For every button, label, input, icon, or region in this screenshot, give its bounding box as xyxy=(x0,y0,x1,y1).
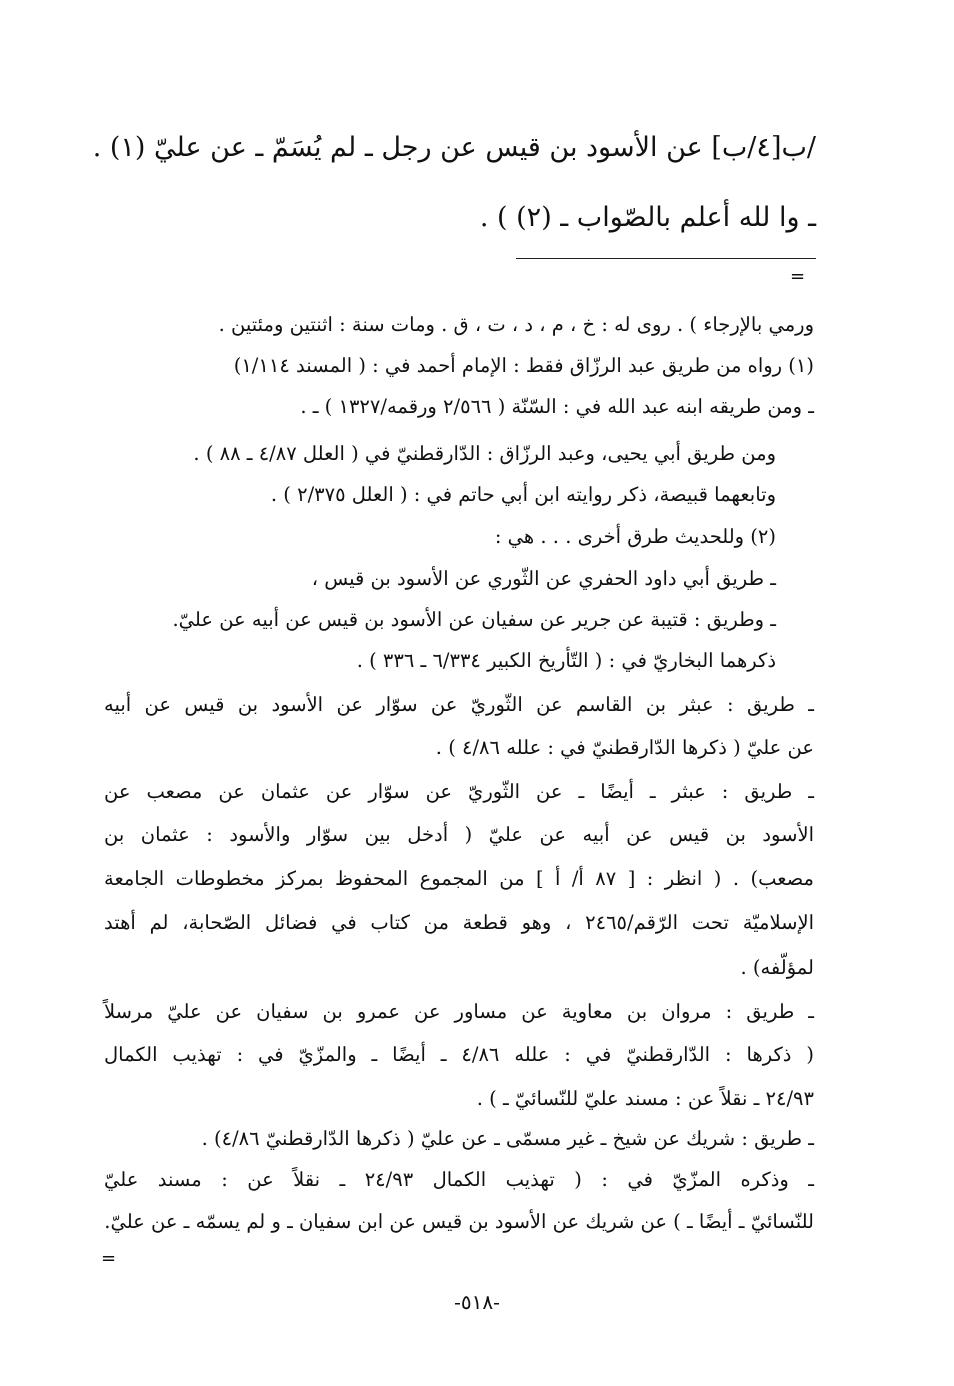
footnote-line-9: ذكرهما البخاريّ في : ( التّأريخ الكبير ٦/٣٣٤ ـ ٣٣٦ ) . xyxy=(356,649,776,672)
footnote-line-3: ـ ومن طريقه ابنه عبد الله في : السّنّة ( ٢/٥٦٦ ورقمه/١٣٢٧ ) ـ . xyxy=(300,395,814,418)
main-text-line-2: ـ وا لله أعلم بالصّواب ـ (٢) ) . xyxy=(479,202,816,233)
page-number: -٥١٨- xyxy=(454,1290,500,1314)
continuation-mark-top: = xyxy=(790,266,806,287)
footnote-line-5: وتابعهما قبيصة، ذكر روايته ابن أبي حاتم في : ( العلل ٢/٣٧٥ ) . xyxy=(270,483,776,506)
footnote-line-18: ( ذكرها : الدّارقطنيّ في : علله ٤/٨٦ ـ أيضًا ـ والمزّيّ في : تهذيب الكمال xyxy=(104,1043,814,1066)
footnote-line-22: للنّسائيّ ـ أيضًا ـ ) عن شريك عن الأسود بن قيس عن ابن سفيان ـ و لم يسمّه ـ عن عليّ. xyxy=(104,1210,814,1233)
footnote-line-20: ـ طريق : شريك عن شيخ ـ غير مسمّى ـ عن عليّ ( ذكرها الدّارقطنيّ ٤/٨٦) . xyxy=(201,1127,814,1150)
footnote-line-15: الإسلاميّة تحت الرّقم/٢٤٦٥ ، وهو قطعة من كتاب في فضائل الصّحابة، لم أهتد xyxy=(104,911,814,934)
footnote-line-13: الأسود بن قيس عن أبيه عن عليّ ( أدخل بين سوّار والأسود : عثمان بن xyxy=(104,823,814,846)
footnote-line-12: ـ طريق : عبثر ـ أيضًا ـ عن الثّوريّ عن سوّار عن عثمان عن مصعب عن xyxy=(104,780,814,803)
footnote-line-8: ـ وطريق : قتيبة عن جرير عن سفيان عن الأسود بن قيس عن أبيه عن عليّ. xyxy=(172,608,776,631)
continuation-mark-bottom: = xyxy=(101,1248,117,1269)
footnote-line-17: ـ طريق : مروان بن معاوية عن مساور عن عمرو بن سفيان عن عليّ مرسلاً xyxy=(104,1000,814,1023)
footnote-line-11: عن عليّ ( ذكرها الدّارقطنيّ في : علله ٤/٨٦ ) . xyxy=(435,736,814,759)
footnote-separator-rule xyxy=(516,258,816,259)
footnote-line-16: لمؤلّفه) . xyxy=(740,956,814,979)
footnote-line-14: مصعب) . ( انظر : [ ٨٧ أ/ أ ] من المجموع المحفوظ بمركز مخطوطات الجامعة xyxy=(104,867,814,890)
footnote-line-2: (١) رواه من طريق عبد الرزّاق فقط : الإمام أحمد في : ( المسند ١/١١٤) xyxy=(233,354,814,377)
footnote-line-7: ـ طريق أبي داود الحفري عن الثّوري عن الأسود بن قيس ، xyxy=(311,567,776,590)
footnote-line-19: ٢٤/٩٣ ـ نقلاً عن : مسند عليّ للنّسائيّ ـ ) . xyxy=(476,1087,814,1110)
main-text-line-1: /ب[٤/ب] عن الأسود بن قيس عن رجل ـ لم يُسَمّ ـ عن عليّ (١) . xyxy=(92,132,816,163)
footnote-line-1: ورمي بالإرجاء ) . روى له : خ ، م ، د ، ت ، ق . ومات سنة : اثنتين ومئتين . xyxy=(218,313,814,336)
footnote-line-10: ـ طريق : عبثر بن القاسم عن الثّوريّ عن سوّار عن الأسود بن قيس عن أبيه xyxy=(104,693,814,716)
footnote-line-6: (٢) وللحديث طرق أخرى . . . هي : xyxy=(494,525,776,548)
footnote-line-21: ـ وذكره المزّيّ في : ( تهذيب الكمال ٢٤/٩٣ ـ نقلاً عن : مسند عليّ xyxy=(104,1168,814,1191)
footnote-line-4: ومن طريق أبي يحيى، وعبد الرزّاق : الدّارقطنيّ في ( العلل ٤/٨٧ ـ ٨٨ ) . xyxy=(193,442,776,465)
